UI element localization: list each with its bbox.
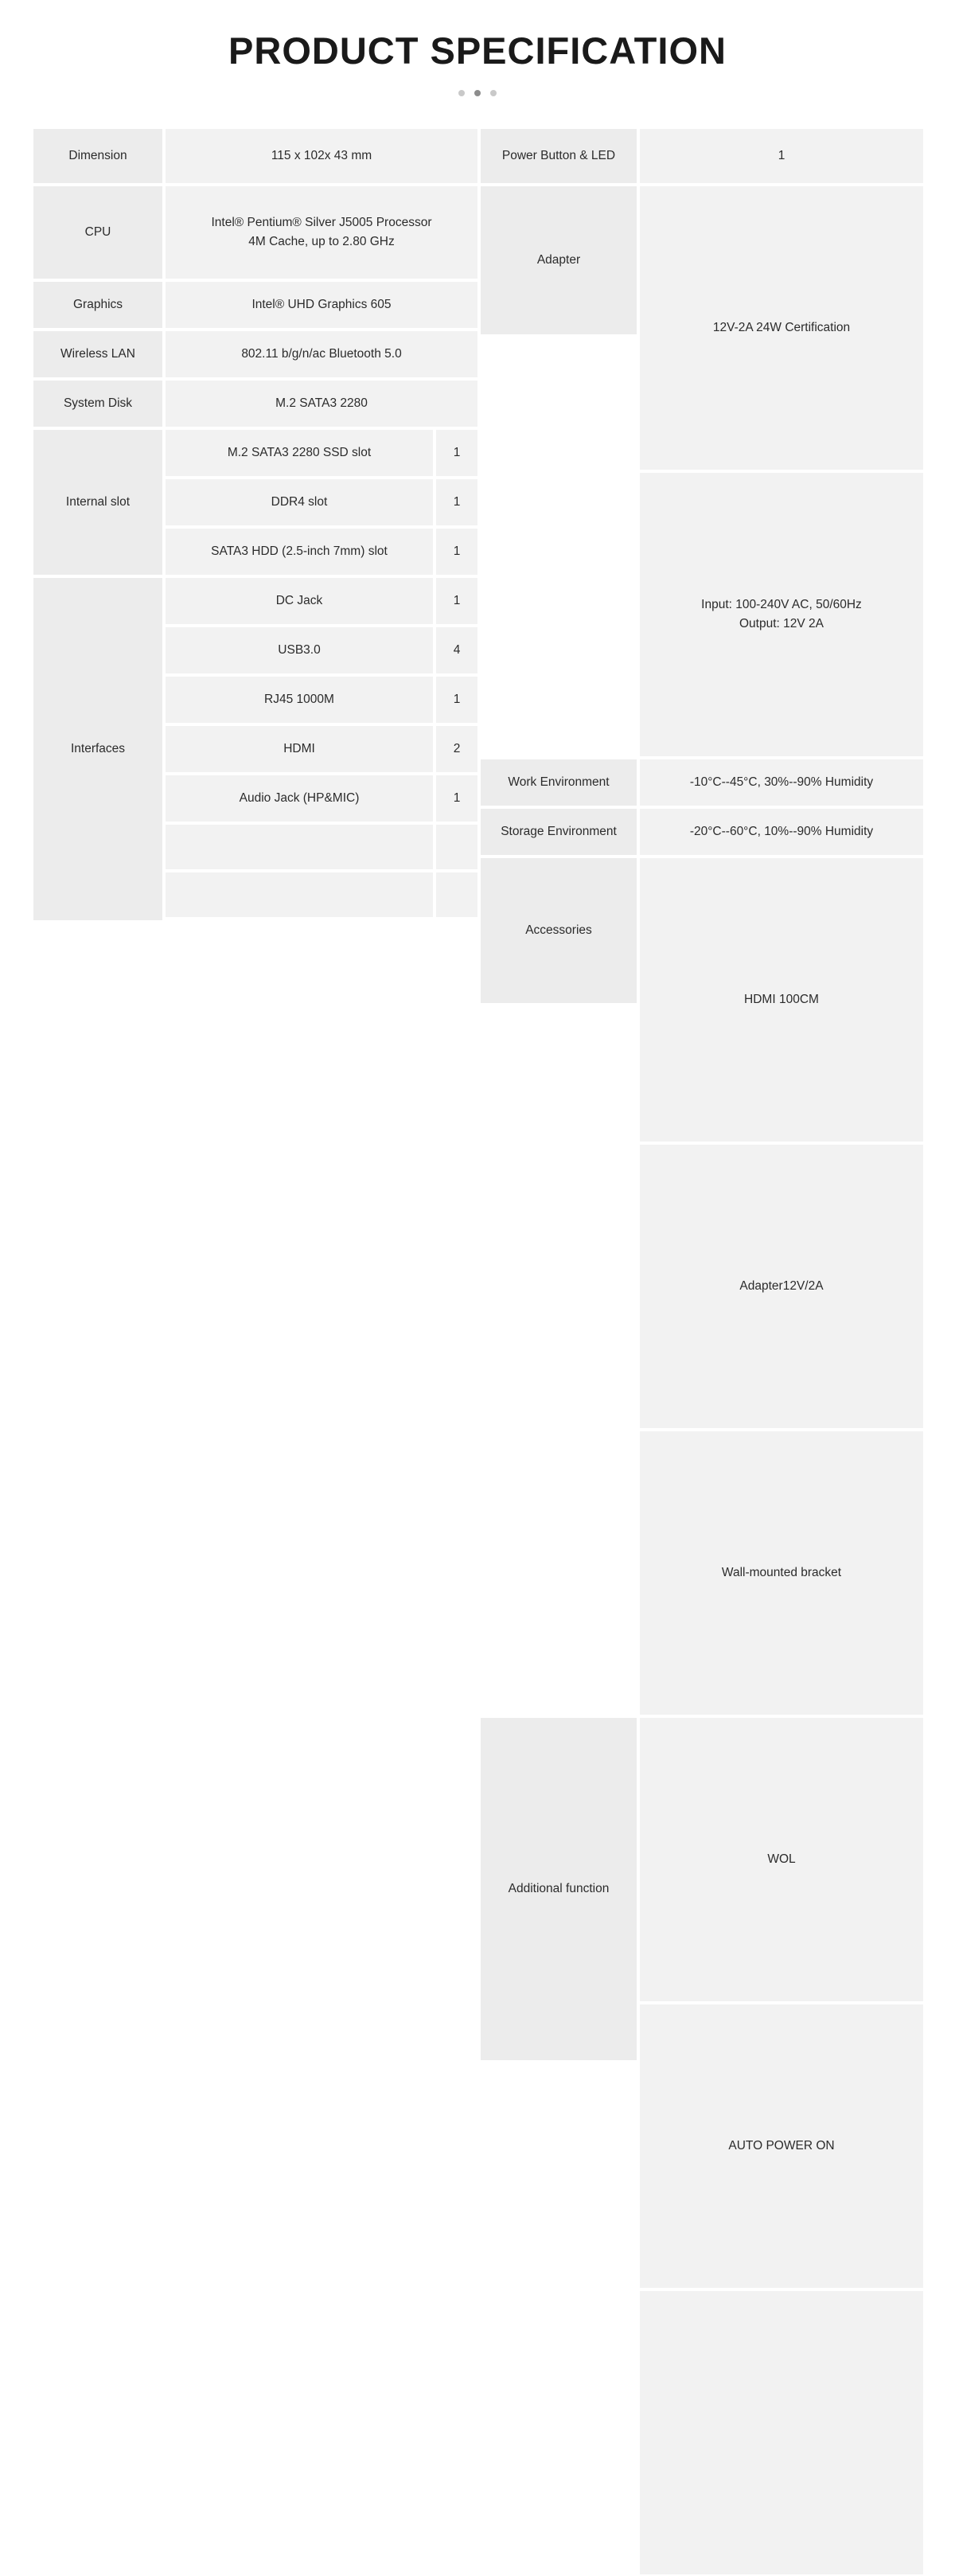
interface-name: RJ45 1000M: [164, 675, 435, 724]
accessory-item: Adapter12V/2A: [638, 1143, 925, 1430]
table-row: [32, 330, 479, 379]
interface-qty: 1: [435, 774, 479, 823]
list-item: [164, 428, 479, 478]
table-row-internal-slot: [32, 428, 479, 576]
interface-qty: [435, 823, 479, 871]
row-value-dimension: 115 x 102x 43 mm: [164, 127, 479, 185]
accessory-item: HDMI 100CM: [638, 857, 925, 1143]
internal-slot-qty: 1: [435, 478, 479, 527]
row-label-additional-function: Additional function: [479, 1716, 638, 2062]
accessory-item: Wall-mounted bracket: [638, 1430, 925, 1716]
carousel-dot-2[interactable]: [474, 90, 481, 96]
internal-slot-rows: [164, 428, 479, 576]
additional-function-item: WOL: [638, 1716, 925, 2003]
additional-function-rows: [638, 1716, 925, 2576]
interface-name: USB3.0: [164, 626, 435, 675]
table-row: [479, 127, 925, 185]
interface-qty: [435, 871, 479, 919]
page-title: PRODUCT SPECIFICATION: [228, 29, 727, 72]
row-label-work-environment: Work Environment: [479, 758, 638, 807]
interfaces-rows: [164, 576, 479, 922]
table-row: [32, 185, 479, 280]
internal-slot-qty: 1: [435, 428, 479, 478]
adapter-output: Output: 12V 2A: [739, 617, 824, 630]
adapter-io: [638, 471, 925, 758]
additional-function-item: AUTO POWER ON: [638, 2003, 925, 2289]
row-value-storage-environment: -20°C--60°C, 10%--90% Humidity: [638, 807, 925, 857]
list-item: [164, 626, 479, 675]
cpu-line-2: 4M Cache, up to 2.80 GHz: [248, 235, 395, 248]
list-item: [164, 774, 479, 823]
row-value-system-disk: M.2 SATA3 2280: [164, 379, 479, 428]
table-row: [32, 379, 479, 428]
row-label-internal-slot: Internal slot: [32, 428, 164, 576]
row-label-accessories: Accessories: [479, 857, 638, 1005]
row-value-graphics: Intel® UHD Graphics 605: [164, 280, 479, 330]
list-item: [164, 823, 479, 871]
row-label-graphics: Graphics: [32, 280, 164, 330]
table-row-interfaces: [32, 576, 479, 922]
interface-name: DC Jack: [164, 576, 435, 626]
interface-qty: 1: [435, 576, 479, 626]
row-label-system-disk: System Disk: [32, 379, 164, 428]
internal-slot-name: DDR4 slot: [164, 478, 435, 527]
interface-qty: 2: [435, 724, 479, 774]
cpu-line-1: Intel® Pentium® Silver J5005 Processor: [211, 215, 432, 229]
row-value-work-environment: -10°C--45°C, 30%--90% Humidity: [638, 758, 925, 807]
adapter-certification: 12V-2A 24W Certification: [638, 185, 925, 471]
interface-name: [164, 871, 435, 919]
table-row-additional-function: [479, 1716, 925, 2576]
table-row-accessories: [479, 857, 925, 1716]
row-label-dimension: Dimension: [32, 127, 164, 185]
carousel-dot-3[interactable]: [490, 90, 497, 96]
table-row: [479, 807, 925, 857]
specification-tables: [32, 127, 925, 2153]
internal-slot-name: SATA3 HDD (2.5-inch 7mm) slot: [164, 527, 435, 576]
internal-slot-name: M.2 SATA3 2280 SSD slot: [164, 428, 435, 478]
list-item: [164, 478, 479, 527]
interface-qty: 4: [435, 626, 479, 675]
table-row: [479, 758, 925, 807]
list-item: [164, 576, 479, 626]
row-label-wireless-lan: Wireless LAN: [32, 330, 164, 379]
interface-name: HDMI: [164, 724, 435, 774]
list-item: [164, 675, 479, 724]
row-label-interfaces: Interfaces: [32, 576, 164, 922]
accessories-rows: [638, 857, 925, 1716]
row-label-adapter: Adapter: [479, 185, 638, 336]
interface-qty: 1: [435, 675, 479, 724]
additional-function-item: [638, 2289, 925, 2576]
table-row: [32, 280, 479, 330]
carousel-dot-1[interactable]: [458, 90, 465, 96]
adapter-rows: [638, 185, 925, 758]
left-spec-table: [32, 127, 479, 915]
carousel-dots[interactable]: [0, 89, 955, 97]
internal-slot-qty: 1: [435, 527, 479, 576]
row-label-cpu: CPU: [32, 185, 164, 280]
interface-name: [164, 823, 435, 871]
row-value-power-button: 1: [638, 127, 925, 185]
row-value-wireless-lan: 802.11 b/g/n/ac Bluetooth 5.0: [164, 330, 479, 379]
interface-name: Audio Jack (HP&MIC): [164, 774, 435, 823]
right-spec-table: [479, 127, 925, 2153]
adapter-input: Input: 100-240V AC, 50/60Hz: [701, 597, 862, 611]
table-row-adapter: [479, 185, 925, 758]
row-label-power-button: Power Button & LED: [479, 127, 638, 185]
list-item: [164, 527, 479, 576]
list-item: [164, 724, 479, 774]
row-label-storage-environment: Storage Environment: [479, 807, 638, 857]
table-row: [32, 127, 479, 185]
list-item: [164, 871, 479, 919]
row-value-cpu: [164, 185, 479, 280]
